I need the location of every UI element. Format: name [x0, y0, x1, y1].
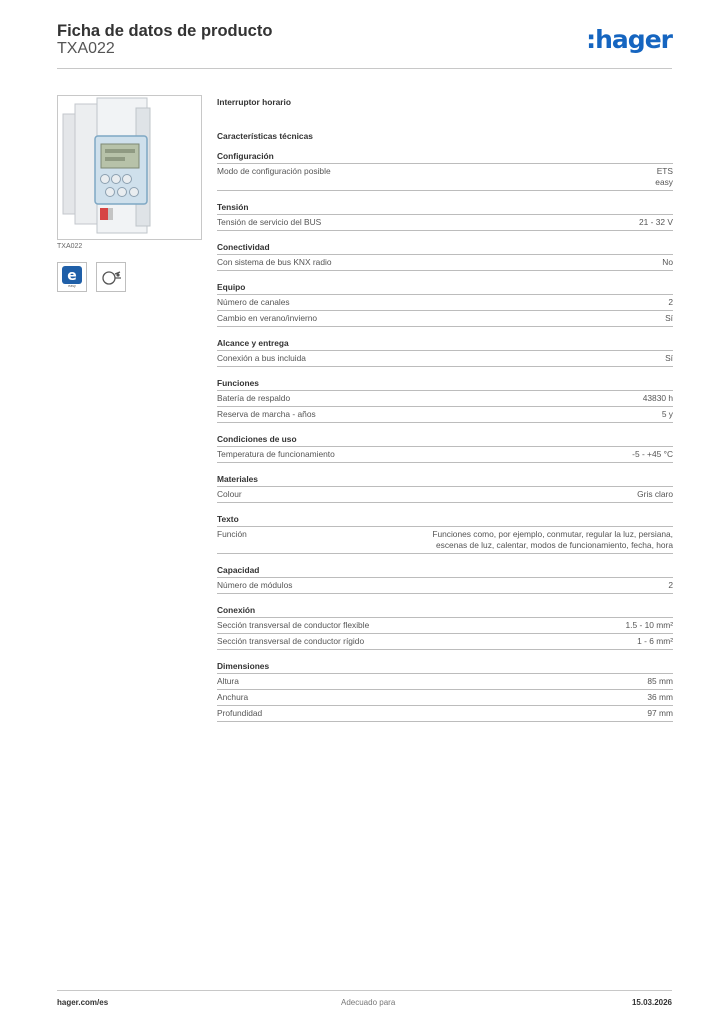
spec-value: Gris claro — [637, 489, 673, 499]
spec-label: Anchura — [217, 692, 249, 702]
footer-suitability: Adecuado para — [341, 998, 396, 1007]
spec-value: 21 - 32 V — [639, 217, 673, 227]
image-caption: TXA022 — [57, 243, 83, 250]
section-heading: Conexión — [217, 603, 673, 618]
spec-value: 5 y — [661, 409, 673, 419]
section-heading: Configuración — [217, 149, 673, 164]
spec-label: Función — [217, 529, 247, 539]
spec-value: 43830 h — [642, 393, 673, 403]
technical-spec — [217, 95, 673, 722]
spec-row — [217, 295, 673, 311]
knx-radio-icon — [96, 262, 126, 292]
spec-label: Sección transversal de conductor flexible — [217, 620, 370, 630]
section-heading: Equipo — [217, 280, 673, 295]
hager-logo: :hager — [586, 25, 672, 54]
spec-value: 85 mm — [647, 676, 673, 686]
spec-label: Número de canales — [217, 297, 290, 307]
spec-label: Temperatura de funcionamiento — [217, 449, 335, 459]
section-heading: Dimensiones — [217, 659, 673, 674]
section-heading: Materiales — [217, 472, 673, 487]
section-heading: Tensión — [217, 200, 673, 215]
spec-label: Conexión a bus incluida — [217, 353, 306, 363]
spec-row — [217, 215, 673, 231]
page-header — [57, 22, 672, 68]
spec-value: 1 - 6 mm² — [637, 636, 673, 646]
section-heading: Funciones — [217, 376, 673, 391]
section-heading: Texto — [217, 512, 673, 527]
spec-label: Sección transversal de conductor rígido — [217, 636, 365, 646]
spec-value: -5 - +45 °C — [632, 449, 673, 459]
spec-heading: Características técnicas — [217, 131, 313, 141]
product-code: TXA022 — [57, 40, 115, 57]
spec-label: Colour — [217, 489, 242, 499]
section-heading: Condiciones de uso — [217, 432, 673, 447]
spec-row — [217, 690, 673, 706]
header-divider — [57, 68, 672, 69]
spec-label: Profundidad — [217, 708, 263, 718]
product-type: Interruptor horario — [217, 97, 291, 107]
spec-row — [217, 311, 673, 327]
easy-icon-caption: easy — [68, 284, 76, 288]
spec-value: 97 mm — [647, 708, 673, 718]
time-switch-illustration — [58, 96, 201, 239]
spec-value: ETS easy — [655, 166, 673, 187]
spec-row — [217, 634, 673, 650]
easy-configuration-icon — [57, 262, 87, 292]
spec-sections — [217, 149, 673, 722]
section-heading: Alcance y entrega — [217, 336, 673, 351]
spec-label: Tensión de servicio del BUS — [217, 217, 322, 227]
spec-label: Reserva de marcha - años — [217, 409, 316, 419]
spec-value: Sí — [665, 313, 673, 323]
section-heading: Conectividad — [217, 240, 673, 255]
footer-website[interactable]: hager.com/es — [57, 998, 109, 1007]
spec-value: Sí — [665, 353, 673, 363]
footer-date: 15.03.2026 — [631, 998, 672, 1007]
spec-label: Altura — [217, 676, 239, 686]
spec-row — [217, 527, 673, 554]
spec-row — [217, 618, 673, 634]
spec-value: 36 mm — [647, 692, 673, 702]
spec-label: Batería de respaldo — [217, 393, 291, 403]
section-heading: Capacidad — [217, 563, 673, 578]
spec-row — [217, 407, 673, 423]
feature-icons — [57, 262, 137, 294]
spec-row — [217, 487, 673, 503]
spec-row — [217, 706, 673, 722]
spec-row — [217, 255, 673, 271]
spec-value: 2 — [668, 297, 673, 307]
spec-row — [217, 164, 673, 191]
spec-label: Modo de configuración posible — [217, 166, 331, 176]
product-image — [57, 95, 202, 240]
page-title: Ficha de datos de producto — [57, 22, 273, 40]
spec-row — [217, 578, 673, 594]
spec-value: No — [662, 257, 673, 267]
spec-row — [217, 674, 673, 690]
spec-row — [217, 351, 673, 367]
spec-value: 2 — [668, 580, 673, 590]
spec-value: Funciones como, por ejemplo, conmutar, regular la luz, persiana, escenas de luz, calentar, modos de funcionamiento, fecha, hora — [432, 529, 673, 550]
svg-text:e: e — [67, 268, 77, 284]
footer-divider — [57, 990, 672, 991]
spec-label: Con sistema de bus KNX radio — [217, 257, 332, 267]
spec-label: Cambio en verano/invierno — [217, 313, 318, 323]
spec-value: 1.5 - 10 mm² — [625, 620, 673, 630]
spec-row — [217, 447, 673, 463]
spec-label: Número de módulos — [217, 580, 293, 590]
spec-row — [217, 391, 673, 407]
